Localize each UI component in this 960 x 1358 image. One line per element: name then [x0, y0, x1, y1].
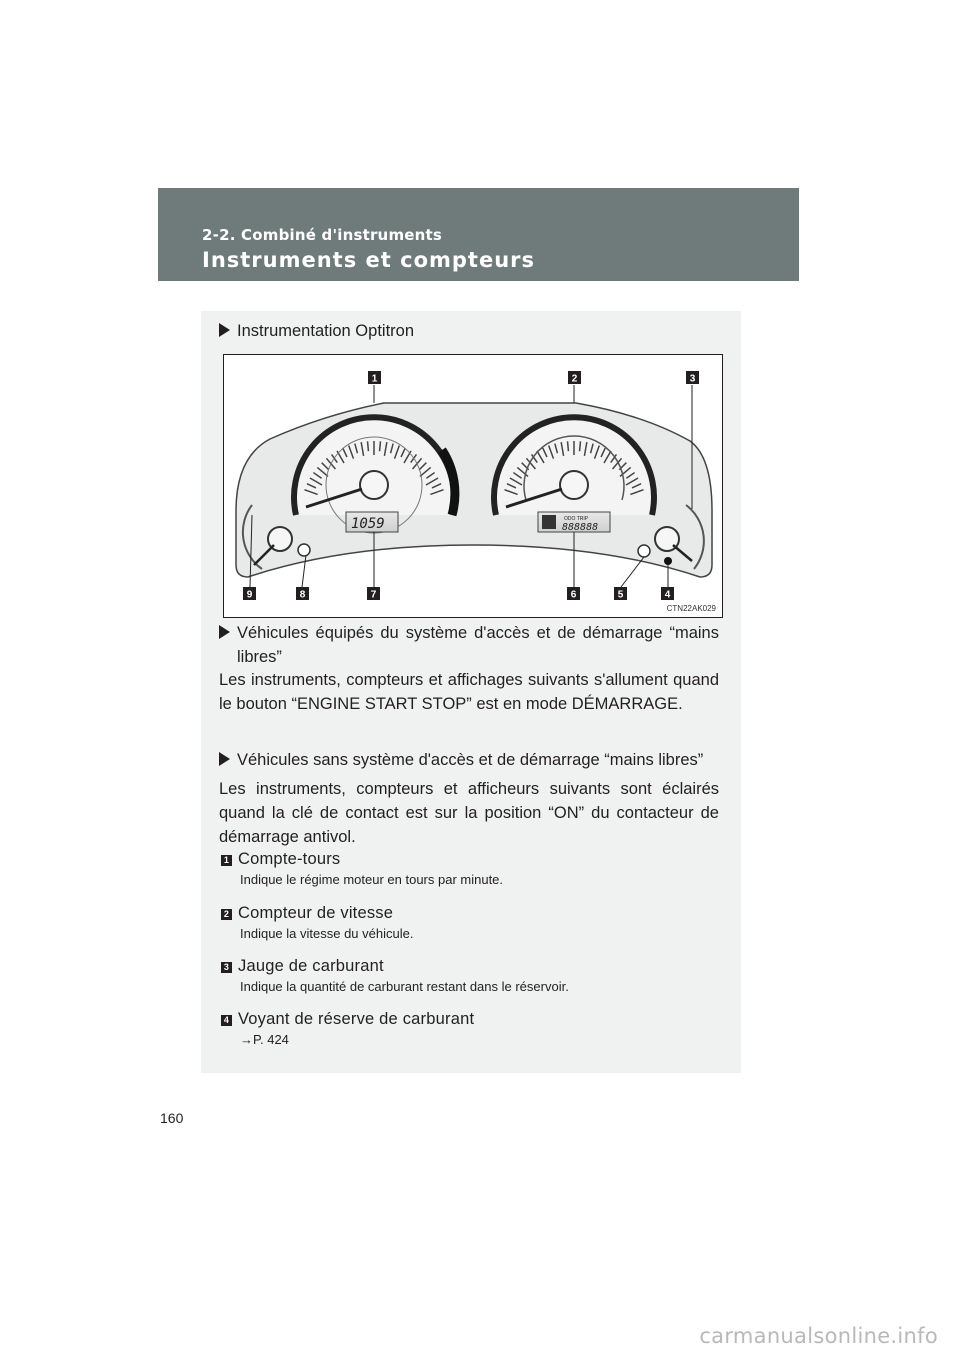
chapter-header: [158, 188, 799, 281]
paragraph-smart-key: Les instruments, compteurs et affichages suivants s'allument quand le bouton “ENGINE START STOP” est en mode DÉMARRAGE.: [219, 671, 719, 713]
paragraph-no-smart-key: Les instruments, compteurs et afficheurs suivants sont éclairés quand la clé de contact est sur la position “ON” du contacteur de démarrage antivol.: [219, 780, 719, 846]
svg-text:2: 2: [571, 373, 578, 385]
speedometer-hub: [560, 471, 588, 499]
svg-text:9: 9: [246, 589, 253, 601]
item-number-badge: 3: [221, 962, 232, 973]
triangle-bullet-icon: [219, 323, 230, 337]
item-number-badge: 1: [221, 855, 232, 866]
svg-text:4: 4: [664, 589, 671, 601]
clock-digits: 1059: [351, 516, 385, 532]
instrument-cluster-figure: [223, 354, 723, 618]
svg-text:1: 1: [371, 373, 378, 385]
page-number: 160: [160, 1110, 184, 1126]
svg-text:5: 5: [617, 589, 624, 601]
bullet-smart-key: Véhicules équipés du système d'accès et de démarrage “mains libres”: [219, 621, 719, 669]
item-number-badge: 4: [221, 1015, 232, 1026]
page-title: Instruments et compteurs: [202, 248, 536, 272]
item-fuel-gauge: 3 Jauge de carburant Indique la quantité de carburant restant dans le réservoir.: [221, 955, 719, 997]
item-tachometer: 1 Compte-tours Indique le régime moteur en tours par minute.: [221, 848, 719, 890]
watermark: carmanualsonline.info: [699, 1324, 938, 1348]
gauge-tick: [568, 441, 569, 451]
gauge-tick: [380, 441, 381, 451]
svg-text:6: 6: [570, 589, 577, 601]
bullet-optitron: Instrumentation Optitron: [219, 319, 414, 343]
item-speedometer: 2 Compteur de vitesse Indique la vitesse du véhicule.: [221, 902, 719, 944]
odo-reset-knob-right: [638, 545, 650, 557]
odo-reset-knob-left: [298, 544, 310, 556]
triangle-bullet-icon: [219, 625, 230, 639]
bullet-no-smart-key: Véhicules sans système d'accès et de démarrage “mains libres”: [219, 748, 703, 772]
cluster-illustration: [224, 355, 722, 617]
gauge-tick: [580, 441, 581, 451]
figure-code: CTN22AK029: [666, 604, 716, 613]
shift-indicator: [542, 515, 556, 529]
odometer-label: ODO TRIP: [564, 516, 589, 522]
section-label: 2-2. Combiné d'instruments: [202, 226, 443, 244]
svg-text:8: 8: [299, 589, 306, 601]
item-number-badge: 2: [221, 909, 232, 920]
odometer-digits: 888888: [562, 522, 599, 533]
svg-text:7: 7: [370, 589, 377, 601]
gauge-tick: [368, 441, 369, 451]
fuel-warning-light: [664, 557, 672, 565]
page-reference-link[interactable]: →P. 424: [240, 1032, 289, 1047]
content-box: [201, 311, 741, 1073]
tachometer-hub: [360, 471, 388, 499]
triangle-bullet-icon: [219, 752, 230, 766]
svg-text:3: 3: [689, 373, 696, 385]
item-fuel-warning: 4 Voyant de réserve de carburant →P. 424: [221, 1008, 719, 1050]
